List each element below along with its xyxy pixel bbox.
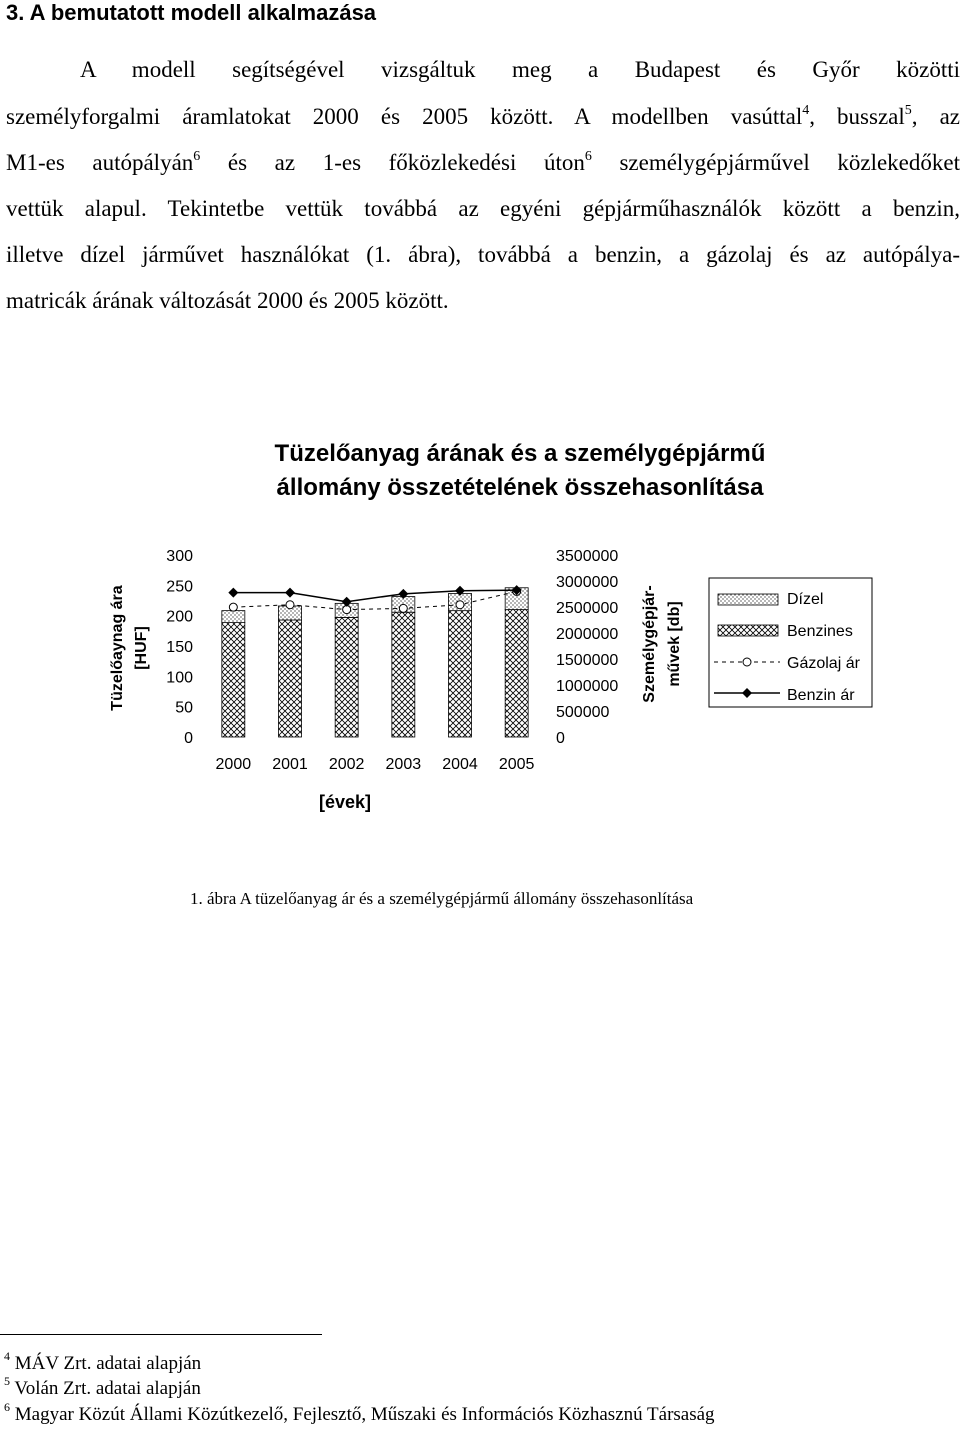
x-tick-label: 2005 xyxy=(498,756,535,773)
legend-label-benzin: Benzin ár xyxy=(787,687,855,704)
footnote-ref: 6 xyxy=(584,149,592,164)
left-tick-label: 250 xyxy=(166,578,193,596)
chart-svg xyxy=(0,520,960,850)
left-axis-label-line-1: Tüzelőaynag ára xyxy=(109,585,126,711)
chart-title-line-2: állomány összetételének összehasonlítása xyxy=(276,474,764,501)
bar-benzines-2002 xyxy=(335,617,358,737)
point-gazolaj-2002 xyxy=(343,606,351,614)
right-tick-label: 2500000 xyxy=(556,600,619,617)
footnote-5 xyxy=(4,1374,201,1400)
left-tick-label: 200 xyxy=(166,608,193,626)
line-gazolaj-ar xyxy=(233,591,516,609)
paragraph-line-3 xyxy=(6,151,960,174)
x-tick-label: 2001 xyxy=(272,756,308,773)
footnote-number: 4 xyxy=(4,1349,10,1363)
x-tick-label: 2002 xyxy=(328,756,365,773)
left-axis-ticks xyxy=(166,548,193,747)
right-axis-ticks xyxy=(556,548,618,747)
paragraph-text: személygépjárművel közlekedőket xyxy=(591,150,960,175)
left-tick-label: 50 xyxy=(175,699,193,717)
legend xyxy=(709,578,872,707)
bar-benzines-2005 xyxy=(505,610,528,737)
bar-benzines-2003 xyxy=(392,612,415,737)
x-axis-label: [évek] xyxy=(318,792,372,812)
right-tick-label: 1500000 xyxy=(556,652,619,669)
bar-dizel-2000 xyxy=(222,611,245,623)
paragraph-line-5: illetve dízel járművet használókat (1. ábra), továbbá a benzin, a gázolaj és az autópálya- xyxy=(6,242,960,267)
x-axis-ticks xyxy=(216,756,535,773)
bar-benzines-2000 xyxy=(222,623,245,737)
footnote-rule xyxy=(0,1334,322,1335)
legend-label-gazolaj: Gázolaj ár xyxy=(787,655,860,672)
paragraph-text: és az 1-es főközlekedési úton xyxy=(200,150,585,175)
point-benzin-2001 xyxy=(285,588,295,598)
x-tick-label: 2000 xyxy=(215,756,252,773)
chart-title-line-1: Tüzelőanyag árának és a személygépjármű xyxy=(274,440,766,467)
right-axis-label-line-1: Személygépjár- xyxy=(641,585,658,703)
paragraph-line-6: matricák árának változását 2000 és 2005 között. xyxy=(6,288,449,313)
right-tick-label: 3000000 xyxy=(556,574,619,591)
right-tick-label: 0 xyxy=(556,730,565,747)
bars-group xyxy=(222,588,528,737)
footnote-ref: 6 xyxy=(193,149,201,164)
point-gazolaj-2001 xyxy=(286,601,294,609)
left-tick-label: 0 xyxy=(184,730,193,747)
paragraph-text: , busszal xyxy=(809,104,905,129)
x-tick-label: 2004 xyxy=(442,756,478,773)
legend-label-dizel: Dízel xyxy=(787,591,824,608)
point-gazolaj-2004 xyxy=(456,601,464,609)
x-tick-label: 2003 xyxy=(385,756,422,773)
chart-title xyxy=(140,437,900,505)
bar-benzines-2004 xyxy=(449,611,472,737)
right-tick-label: 3500000 xyxy=(556,548,619,565)
footnote-text: Volán Zrt. adatai alapján xyxy=(14,1378,201,1399)
bar-benzines-2001 xyxy=(279,620,302,737)
legend-swatch-dizel xyxy=(718,594,778,605)
footnote-4 xyxy=(4,1349,202,1375)
figure-caption: 1. ábra A tüzelőanyag ár és a személygépjármű állomány összehasonlítása xyxy=(190,889,694,908)
footnote-number: 5 xyxy=(4,1374,10,1388)
left-tick-label: 300 xyxy=(166,548,193,565)
legend-marker-gazolaj xyxy=(743,658,751,666)
legend-label-benzines: Benzines xyxy=(787,623,853,640)
point-benzin-2000 xyxy=(228,588,238,598)
footnote-6 xyxy=(4,1400,715,1426)
paragraph-text: , az xyxy=(911,104,960,129)
line-benzin-ar xyxy=(233,590,516,602)
paragraph-line-4: vettük alapul. Tekintetbe vettük továbbá az egyéni gépjárműhasználók között a benzin, xyxy=(6,196,960,221)
lines-group xyxy=(228,585,521,613)
section-heading: 3. A bemutatott modell alkalmazása xyxy=(6,0,377,25)
footnote-number: 6 xyxy=(4,1400,10,1414)
right-tick-label: 1000000 xyxy=(556,678,619,695)
left-tick-label: 150 xyxy=(166,639,193,656)
right-tick-label: 2000000 xyxy=(556,626,619,643)
legend-swatch-benzines xyxy=(718,625,778,636)
left-axis-label-line-2: [HUF] xyxy=(133,626,150,670)
paragraph-line-1: A modell segítségével vizsgáltuk meg a Budapest és Győr közötti xyxy=(80,57,960,82)
right-axis-label-line-2: művek [db] xyxy=(666,601,683,687)
footnote-text: MÁV Zrt. adatai alapján xyxy=(14,1353,202,1374)
paragraph-text: személyforgalmi áramlatokat 2000 és 2005 között. A modellben vasúttal xyxy=(6,104,803,129)
point-gazolaj-2003 xyxy=(399,604,407,612)
point-gazolaj-2000 xyxy=(229,603,237,611)
paragraph-text: M1-es autópályán xyxy=(6,150,194,175)
right-tick-label: 500000 xyxy=(556,704,610,721)
paragraph-line-2 xyxy=(6,105,960,128)
footnote-ref: 5 xyxy=(904,103,912,118)
footnote-text: Magyar Közút Állami Közútkezelő, Fejlesztő, Műszaki és Információs Közhasznú Társaság xyxy=(14,1404,715,1425)
left-tick-label: 100 xyxy=(166,669,193,687)
footnote-ref: 4 xyxy=(802,103,810,118)
